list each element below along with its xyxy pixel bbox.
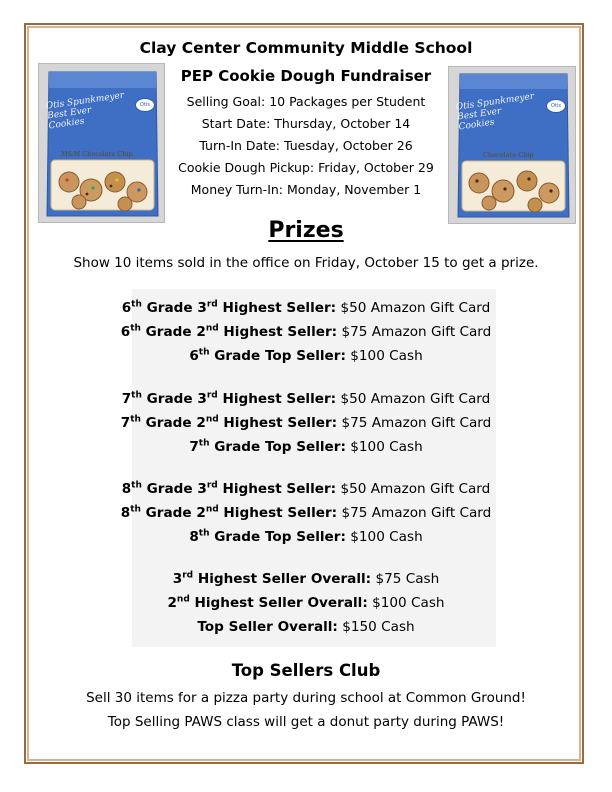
prizes-panel [132,289,496,647]
school-name: Clay Center Community Middle School [139,39,473,57]
prize-line: 2nd Highest Seller Overall: $100 Cash [167,594,445,611]
right-bag-badge: Otis [546,99,566,113]
prize-line: 3rd Highest Seller Overall: $75 Cash [172,570,440,587]
left-bag-flavor: M&M Chocolate Chip [61,150,133,158]
money-turn-in-date: Money Turn-In: Monday, November 1 [190,182,422,197]
turn-in-date: Turn-In Date: Tuesday, October 26 [199,138,413,153]
prizes-heading-text: Prizes [268,218,344,243]
prize-line: 7th Grade Top Seller: $100 Cash [189,438,423,455]
selling-goal: Selling Goal: 10 Packages per Student [186,94,426,109]
prize-line: 8th Grade 3rd Highest Seller: $50 Amazon Gift Card [121,480,491,497]
start-date: Start Date: Thursday, October 14 [201,116,411,131]
left-bag-badge: Otis [135,98,155,112]
fundraiser-title: PEP Cookie Dough Fundraiser [180,67,432,85]
club-line-pizza: Sell 30 items for a pizza party during school at Common Ground! [86,690,526,706]
prizes-intro: Show 10 items sold in the office on Friday, October 15 to get a prize. [73,255,539,271]
prize-line: Top Seller Overall: $150 Cash [197,619,415,635]
pickup-date: Cookie Dough Pickup: Friday, October 29 [178,160,434,175]
prize-line: 8th Grade Top Seller: $100 Cash [189,528,423,545]
top-sellers-club-heading: Top Sellers Club [231,661,381,680]
club-line-donut: Top Selling PAWS class will get a donut party during PAWS! [107,714,505,730]
right-bag-brand: Otis Spunkmeyer Best Ever Cookies [455,91,535,133]
prize-line: 7th Grade 3rd Highest Seller: $50 Amazon Gift Card [121,390,491,407]
prizes-heading [0,218,612,243]
prize-line: 7th Grade 2nd Highest Seller: $75 Amazon Gift Card [120,414,492,431]
prize-line: 6th Grade Top Seller: $100 Cash [189,347,423,364]
prize-line: 6th Grade 3rd Highest Seller: $50 Amazon Gift Card [121,299,491,316]
prize-line: 8th Grade 2nd Highest Seller: $75 Amazon Gift Card [120,504,492,521]
right-bag-flavor: Chocolate Chip [483,151,534,159]
left-bag-brand: Otis Spunkmeyer Best Ever Cookies [45,90,125,132]
prize-line: 6th Grade 2nd Highest Seller: $75 Amazon Gift Card [120,323,492,340]
